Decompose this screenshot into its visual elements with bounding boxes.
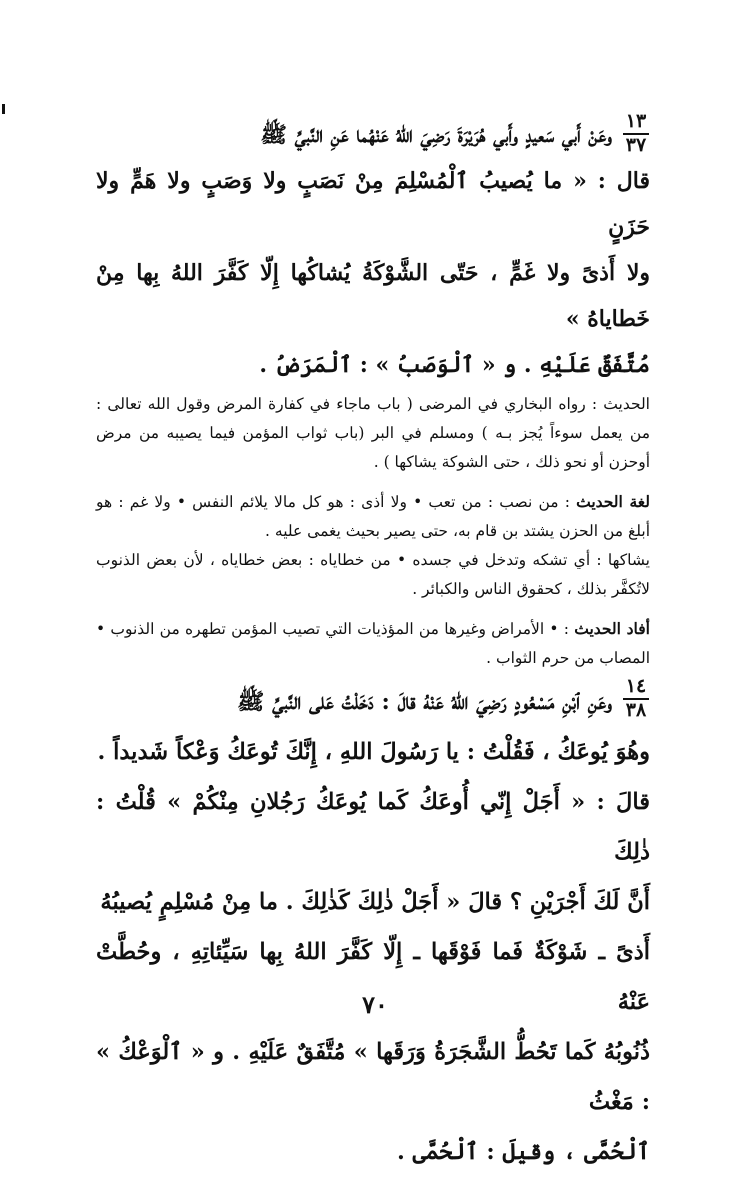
- source-note: الحديث : رواه البخاري في المرضى ( باب ماجاء في كفارة المرض وقول الله تعالى : من يعمل سوءاً يُجز بـه ) ومسلم في البر (باب ثواب المؤمن فيما يصيبه من مرض أوحزن أو نحو ذلك ، حتى الشوكة يشاكها ) .: [96, 395, 650, 471]
- hadith-13-source: [96, 390, 650, 477]
- vocab-note-1: [96, 487, 650, 546]
- hadith-14: [96, 677, 650, 1177]
- hadith-number-bottom: ٣٨: [625, 698, 647, 721]
- hadith-14-heading: [96, 677, 650, 727]
- hadith-text-line: قال : « ما يُصيبُ ٱلْمُسْلِمَ مِنْ نَصَبٍ ولا وَصَبٍ ولا هَمٍّ ولا حَزَنٍ: [96, 168, 650, 240]
- hadith-text-line: ٱلْحُمَّى ، وقيلَ : ٱلْحُمَّى .: [396, 1139, 650, 1165]
- hadith-text-line: قالَ : « أَجَلْ إِنّي أُوعَكُ كَما يُوعَكُ رَجُلانِ مِنْكُمْ » قُلْتُ : ذٰلِكَ: [96, 789, 650, 865]
- hadith-13-benefits: [96, 614, 650, 673]
- hadith-14-text: [96, 727, 650, 1177]
- hadith-13-line-1-wrap: [96, 112, 612, 158]
- hadith-text-line: أَنَّ لَكَ أَجْرَيْنِ ؟ قالَ « أَجَلْ ذٰلِكَ كَذٰلِكَ . ما مِنْ مُسْلِمٍ يُصيبُهُ: [100, 889, 650, 915]
- benefit-text: : • الأمراض وغيرها من المؤذيات التي تصيب المؤمن تطهره من الذنوب • المصاب من حرم الثواب .: [96, 620, 650, 667]
- benefit-note: [96, 614, 650, 673]
- hadith-text-line: وعَنِ ٱبْنِ مَسْعُودٍ رَضِيَ اللهُ عَنْهُ قالَ : دَخَلْتُ عَلى النَّبيِّ ﷺ: [237, 689, 612, 715]
- hadith-text-line: ذُنُوبُهُ كَما تَحُطُّ الشَّجَرَةُ وَرَقَها » مُتَّفَقٌ عَلَيْهِ . و « ٱلْوَعْكُ » : مَغْثُ: [96, 1039, 650, 1115]
- page-number: ٧٠: [362, 990, 388, 1019]
- hadith-number-top: ١٤: [625, 675, 647, 697]
- hadith-14-number: [622, 677, 650, 721]
- vocab-note-2: يشاكها : أي تشكه وتدخل في جسده • من خطاياه : بعض خطاياه ، لأن بعض الذنوب لاتُكفَّر بذلك ، كحقوق الناس والكبائر .: [96, 551, 650, 598]
- hadith-number-top: ١٣: [625, 110, 647, 132]
- margin-mark: [2, 104, 5, 114]
- hadith-14-line-1-wrap: [96, 677, 612, 727]
- hadith-13-vocabulary: [96, 487, 650, 604]
- hadith-13-number: [622, 112, 650, 156]
- hadith-text-line: مُتَّفَقٌ عَلَيْهِ . و « ٱلْوَصَبُ » : ٱلْمَرَضُ .: [259, 352, 650, 378]
- benefit-label: أفاد الحديث: [574, 619, 650, 638]
- hadith-13: [96, 112, 650, 673]
- hadith-number-bottom: ٣٧: [625, 133, 647, 156]
- vocab-label: لغة الحديث: [576, 492, 650, 511]
- hadith-text-line: ولا أَذىً ولا غَمٍّ ، حَتّى الشَّوْكَةُ يُشاكُها إِلّا كَفَّرَ اللهُ بِها مِنْ خَطاياهُ »: [96, 260, 650, 332]
- hadith-13-text: [96, 158, 650, 388]
- vocab-text: : من نصب : من تعب • ولا أذى : هو كل مالا يلائم النفس • ولا غم : هو أبلغ من الحزن يشتد بن قام به، حتى يصير بحيث يغمى عليه .: [96, 493, 650, 540]
- hadith-13-heading: [96, 112, 650, 158]
- hadith-text-line: أَذىً ـ شَوْكَةٌ فَما فَوْقَها ـ إِلّا كَفَّرَ اللهُ بِها سَيِّئاتِهِ ، وحُطَّتْ عَنْهُ: [96, 939, 650, 1015]
- hadith-text-line: وعَنْ أَبي سَعيدٍ وأَبي هُرَيْرَةَ رَضِيَ اللهُ عَنْهُما عَنِ النَّبيِّ ﷺ: [260, 122, 612, 148]
- hadith-text-line: وهُوَ يُوعَكُ ، فَقُلْتُ : يا رَسُولَ اللهِ ، إِنَّكَ تُوعَكُ وَعْكاً شَديداً .: [97, 739, 650, 765]
